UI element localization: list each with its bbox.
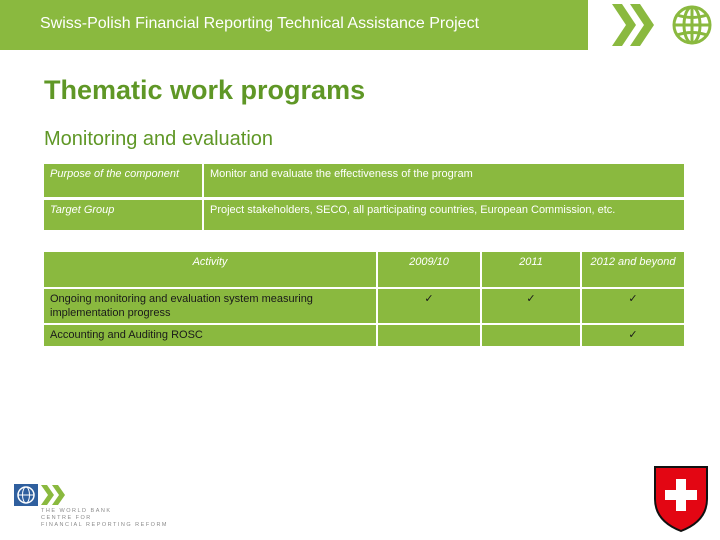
activity-header: Activity [44,252,376,287]
activity-row-1-check-2011: ✓ [482,289,580,323]
footer-logo-line-3: FINANCIAL REPORTING REFORM [41,522,169,528]
activity-row-2-check-2011 [482,325,580,346]
page-title: Thematic work programs [44,75,366,105]
swiss-shield-icon [653,465,709,533]
footer-logo-line-2: CENTRE FOR [41,515,92,521]
info-label-purpose: Purpose of the component [44,164,202,197]
footer-logo-line-1: THE WORLD BANK [41,508,112,514]
info-value-target-group: Project stakeholders, SECO, all participating countries, European Commission, etc. [204,200,684,230]
activity-row-2-check-2012: ✓ [582,325,684,346]
chevrons-globe-icon [590,0,720,50]
activity-row-1-label: Ongoing monitoring and evaluation system measuring implementation progress [44,289,376,323]
year-header-2011: 2011 [482,252,580,287]
header-bar [0,0,588,50]
header-logo-area [590,0,720,50]
footer-logo-text [41,508,168,529]
activity-row-1-check-2012: ✓ [582,289,684,323]
info-label-target-group: Target Group [44,200,202,230]
activity-row-2-label: Accounting and Auditing ROSC [44,325,376,346]
world-bank-logo-icon [14,482,74,508]
page-subtitle: Monitoring and evaluation [44,128,274,150]
activity-row-2-check-2009 [378,325,480,346]
year-header-2009-10: 2009/10 [378,252,480,287]
info-value-purpose: Monitor and evaluate the effectiveness of the program [204,164,684,197]
activity-row-1-check-2009: ✓ [378,289,480,323]
year-header-2012-beyond: 2012 and beyond [582,252,684,287]
header-title: Swiss-Polish Financial Reporting Technical Assistance Project [40,15,480,32]
